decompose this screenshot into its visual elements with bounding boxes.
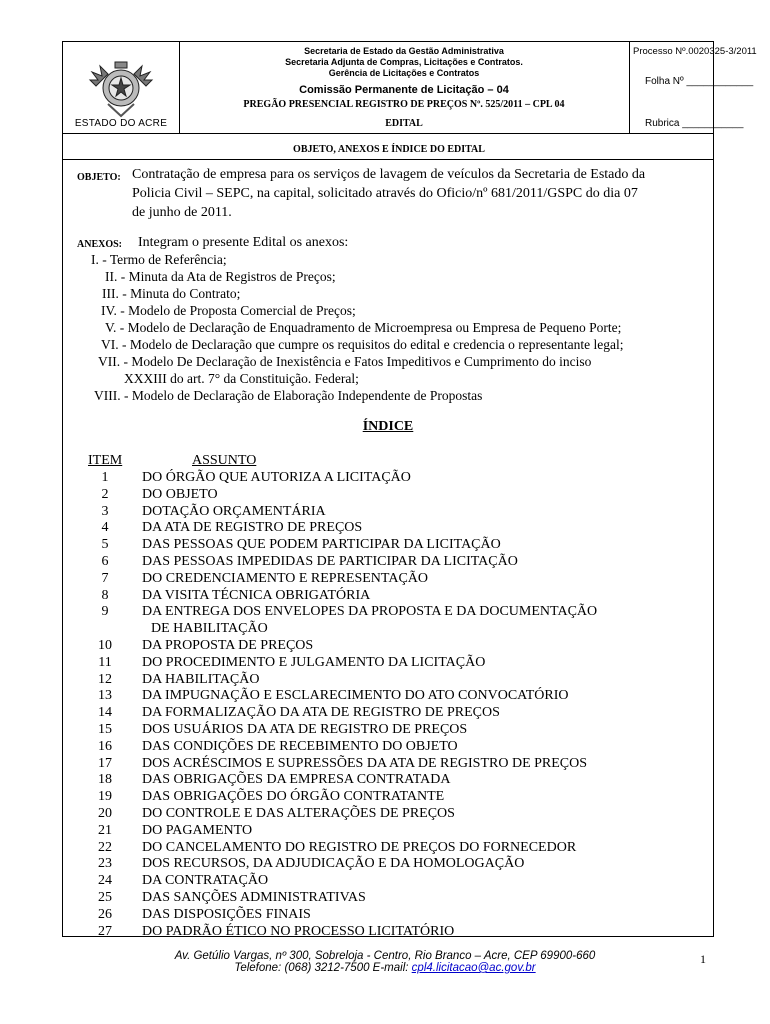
objeto-text-line-1: Contratação de empresa para os serviços de lavagem de veículos da Secretaria de Estado da [132, 167, 646, 182]
indice-row-title: DO PROCEDIMENTO E JULGAMENTO DA LICITAÇÃO [142, 654, 486, 670]
processo-number: Processo Nº.0020325-3/2011 [633, 46, 757, 57]
anexo-item-4: IV. - Modelo de Proposta Comercial de Preços; [101, 303, 356, 318]
indice-row-number: 12 [98, 671, 112, 687]
indice-assunto-header: ASSUNTO [192, 453, 257, 468]
indice-row-number: 8 [101, 587, 109, 603]
indice-row-number: 9 [101, 604, 109, 620]
indice-row-title: DO CANCELAMENTO DO REGISTRO DE PREÇOS DO FORNECEDOR [142, 839, 577, 855]
indice-row-title: DAS SANÇÕES ADMINISTRATIVAS [142, 890, 366, 905]
edital-line: EDITAL [385, 118, 423, 129]
objeto-text-line-3: de junho de 2011. [132, 205, 232, 220]
acre-state-seal-icon [88, 56, 154, 122]
footer-email-link[interactable]: cpl4.licitacao@ac.gov.br [411, 962, 536, 974]
gerencia-line: Gerência de Licitações e Contratos [328, 68, 480, 78]
indice-title: ÍNDICE [362, 419, 414, 434]
indice-row-title: DA VISITA TÉCNICA OBRIGATÓRIA [142, 587, 371, 603]
anexo-item-7-continued: XXXIII do art. 7° da Constituição. Federal; [124, 371, 359, 386]
indice-row-number: 18 [98, 772, 112, 788]
indice-row-title: DO PAGAMENTO [142, 822, 253, 838]
indice-row-title: DAS OBRIGAÇÕES DO ÓRGÃO CONTRATANTE [142, 789, 445, 805]
indice-row-number: 25 [98, 890, 112, 905]
indice-row-number: 24 [98, 873, 112, 889]
anexo-item-2: II. - Minuta da Ata de Registros de Preços; [105, 269, 336, 284]
folha-field: Folha Nº ____________ [645, 76, 754, 87]
secretaria-adjunta-line: Secretaria Adjunta de Compras, Licitações e Contratos. [285, 57, 523, 67]
indice-row-number: 3 [101, 503, 109, 519]
anexo-item-8: VIII. - Modelo de Declaração de Elaboração Independente de Propostas [94, 388, 483, 403]
indice-row-title: DA HABILITAÇÃO [142, 671, 260, 687]
indice-row-number: 26 [98, 906, 112, 922]
objeto-text-line-2: Policia Civil – SEPC, na capital, solicitado através do Oficio/nº 681/2011/GSPC do dia 07 [132, 186, 638, 201]
footer-address: Av. Getúlio Vargas, nº 300, Sobreloja - Centro, Rio Branco – Acre, CEP 69900-660 [174, 950, 596, 962]
anexo-item-6: VI. - Modelo de Declaração que cumpre os requisitos do edital e credencia o representante legal; [101, 337, 624, 352]
indice-row-number: 5 [101, 537, 109, 553]
indice-row-title: DAS PESSOAS QUE PODEM PARTICIPAR DA LICITAÇÃO [142, 537, 501, 553]
indice-row-title: DA CONTRATAÇÃO [142, 873, 269, 889]
indice-row-number: 22 [98, 839, 112, 855]
anexo-item-7: VII. - Modelo De Declaração de Inexistência e Fatos Impeditivos e Cumprimento do inciso [98, 354, 592, 369]
indice-row-number: 6 [101, 554, 109, 569]
pregao-line: PREGÃO PRESENCIAL REGISTRO DE PREÇOS Nº. 525/2011 – CPL 04 [243, 99, 565, 110]
anexo-item-1: I. - Termo de Referência; [91, 252, 227, 267]
header-title-cell [179, 42, 630, 133]
indice-item-header: ITEM [88, 453, 123, 468]
estado-label: ESTADO DO ACRE [74, 118, 168, 129]
indice-row-number: 21 [98, 822, 112, 838]
indice-row-title: DA PROPOSTA DE PREÇOS [142, 638, 314, 653]
indice-row-number: 1 [101, 470, 109, 485]
anexo-item-5: V. - Modelo de Declaração de Enquadramento de Microempresa ou Empresa de Pequeno Porte; [105, 320, 622, 335]
indice-row-number: 14 [98, 705, 112, 721]
indice-row-title: DO OBJETO [142, 486, 218, 502]
comissao-line: Comissão Permanente de Licitação – 04 [299, 84, 509, 96]
indice-row-title: DA ENTREGA DOS ENVELOPES DA PROPOSTA E DA DOCUMENTAÇÃO [142, 604, 598, 620]
indice-row-title: DO PADRÃO ÉTICO NO PROCESSO LICITATÓRIO [142, 923, 455, 939]
indice-row-title: DAS PESSOAS IMPEDIDAS DE PARTICIPAR DA LICITAÇÃO [142, 554, 518, 569]
anexos-intro: Integram o presente Edital os anexos: [138, 235, 349, 250]
section-divider [63, 159, 713, 160]
indice-row-number: 4 [101, 520, 109, 536]
footer-contact [0, 962, 770, 974]
anexo-item-3: III. - Minuta do Contrato; [102, 286, 241, 301]
indice-row-title: DO CREDENCIAMENTO E REPRESENTAÇÃO [142, 570, 429, 586]
indice-row-title: DO ÓRGÃO QUE AUTORIZA A LICITAÇÃO [142, 470, 411, 485]
indice-row-title: DOS RECURSOS, DA ADJUDICAÇÃO E DA HOMOLOGAÇÃO [142, 856, 525, 872]
secretaria-line: Secretaria de Estado da Gestão Administrativa [304, 46, 504, 56]
indice-row-number: 19 [98, 789, 112, 805]
section-title: OBJETO, ANEXOS E ÍNDICE DO EDITAL [293, 144, 485, 155]
indice-row-title: DA FORMALIZAÇÃO DA ATA DE REGISTRO DE PREÇOS [142, 705, 500, 721]
indice-row-number: 20 [98, 806, 112, 821]
indice-row-number: 23 [98, 856, 112, 872]
header-process-cell [629, 42, 757, 133]
rubrica-field: Rubrica ___________ [645, 118, 744, 129]
content-box [62, 134, 714, 937]
indice-row-number: 15 [98, 722, 112, 737]
indice-row-number: 10 [98, 638, 112, 653]
indice-row-title: DAS CONDIÇÕES DE RECEBIMENTO DO OBJETO [142, 738, 458, 754]
indice-row-title: DO CONTROLE E DAS ALTERAÇÕES DE PREÇOS [142, 806, 455, 821]
header-logo-cell [63, 42, 180, 133]
indice-row-number: 13 [98, 688, 112, 704]
indice-row-number: 2 [101, 486, 109, 502]
indice-row-number: 16 [98, 738, 112, 754]
indice-row-title: DAS DISPOSIÇÕES FINAIS [142, 906, 311, 922]
indice-row-number: 27 [98, 923, 112, 939]
indice-row-title: DA ATA DE REGISTRO DE PREÇOS [142, 520, 363, 536]
document-footer [0, 950, 770, 974]
indice-row-number: 11 [98, 654, 112, 670]
objeto-label: OBJETO: [77, 172, 121, 183]
indice-row-title-continued: DE HABILITAÇÃO [151, 621, 268, 637]
indice-row-title: DOS USUÁRIOS DA ATA DE REGISTRO DE PREÇOS [142, 722, 468, 737]
anexos-label: ANEXOS: [77, 239, 123, 250]
document-header [62, 41, 757, 134]
indice-row-title: DOTAÇÃO ORÇAMENTÁRIA [142, 503, 326, 519]
indice-row-title: DAS OBRIGAÇÕES DA EMPRESA CONTRATADA [142, 772, 451, 788]
indice-row-number: 17 [98, 755, 112, 771]
page-number: 1 [700, 952, 706, 966]
indice-row-number: 7 [101, 570, 109, 586]
indice-row-title: DOS ACRÉSCIMOS E SUPRESSÕES DA ATA DE REGISTRO DE PREÇOS [142, 755, 588, 771]
indice-row-title: DA IMPUGNAÇÃO E ESCLARECIMENTO DO ATO CONVOCATÓRIO [142, 688, 569, 704]
footer-phone: Telefone: (068) 3212-7500 E-mail: [234, 962, 409, 974]
